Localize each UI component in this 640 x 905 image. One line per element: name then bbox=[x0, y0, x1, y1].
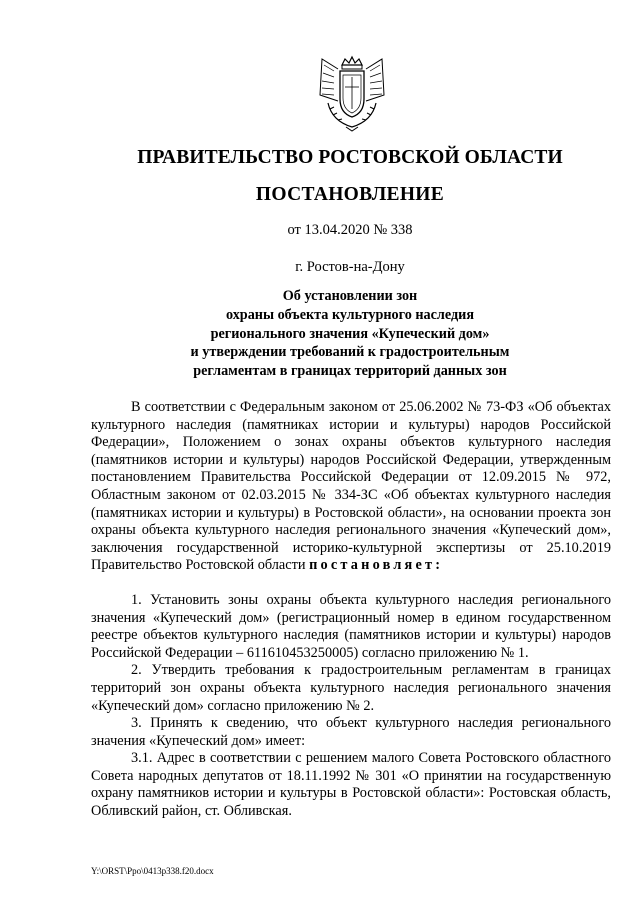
heading-line: и утверждении требований к градостроительным bbox=[190, 344, 510, 361]
city-line: г. Ростов-на-Дону bbox=[295, 259, 405, 275]
item-paragraph: 1. Установить зоны охраны объекта культурного наследия регионального значения «Купеческий дом» (регистрационный номер в едином государственном реестре объектов культурного наследия (памятников истории и культуры) народов Российской Федерации – 611610453250005) согласно приложению № 1. bbox=[91, 591, 611, 661]
heading-line: регионального значения «Купеческий дом» bbox=[210, 325, 490, 342]
coat-of-arms-icon bbox=[312, 55, 392, 133]
date-number: от 13.04.2020 № 338 bbox=[287, 222, 413, 238]
item-paragraph: 3. Принять к сведению, что объект культурного наследия регионального значения «Купеческий дом» имеет: bbox=[91, 715, 611, 749]
document-type-title: ПОСТАНОВЛЕНИЕ bbox=[255, 184, 445, 205]
preamble-paragraph bbox=[91, 399, 611, 575]
document-body bbox=[91, 399, 611, 821]
resolution-heading bbox=[0, 287, 640, 381]
government-title: ПРАВИТЕЛЬСТВО РОСТОВСКОЙ ОБЛАСТИ bbox=[137, 147, 563, 168]
file-path-footer: Y:\ORST\Ppo\0413p338.f20.docx bbox=[91, 866, 214, 876]
preamble-text: В соответствии с Федеральным законом от 25.06.2002 № 73-ФЗ «Об объектах культурного наследия (памятниках истории и культуры) народов Российской Федерации», Положением о зонах охраны объектов культурного наследия (памятников истории и культуры) народов Российской Федерации, утвержденным постановлением Правительства Российской Федерации от 12.09.2015 № 972, Областным законом от 02.03.2015 № 334-ЗС «Об объектах культурного наследия (памятниках истории и культуры) в Ростовской области», на основании проекта зон охраны объекта культурного наследия регионального значения «Купеческий дом», заключения государственной историко-культурной экспертизы от 25.10.2019 Правительство Ростовской области bbox=[91, 399, 611, 574]
heading-line: Об установлении зон bbox=[282, 288, 418, 304]
heading-line: регламентам в границах территорий данных зон bbox=[193, 363, 507, 380]
item-paragraph: 2. Утвердить требования к градостроительным регламентам в границах территорий зон охраны объекта культурного наследия регионального значения «Купеческий дом» согласно приложению № 2. bbox=[91, 662, 611, 714]
item-paragraph: 3.1. Адрес в соответствии с решением малого Совета Ростовского областного Совета народных депутатов от 18.11.1992 № 301 «О принятии на государственную охрану памятников истории и культуры в Ростовской области»: Ростовская область, Обливский район, ст. Обливская. bbox=[91, 750, 611, 820]
resolves-word: постановляет: bbox=[309, 557, 444, 574]
heading-line: охраны объекта культурного наследия bbox=[225, 306, 475, 323]
